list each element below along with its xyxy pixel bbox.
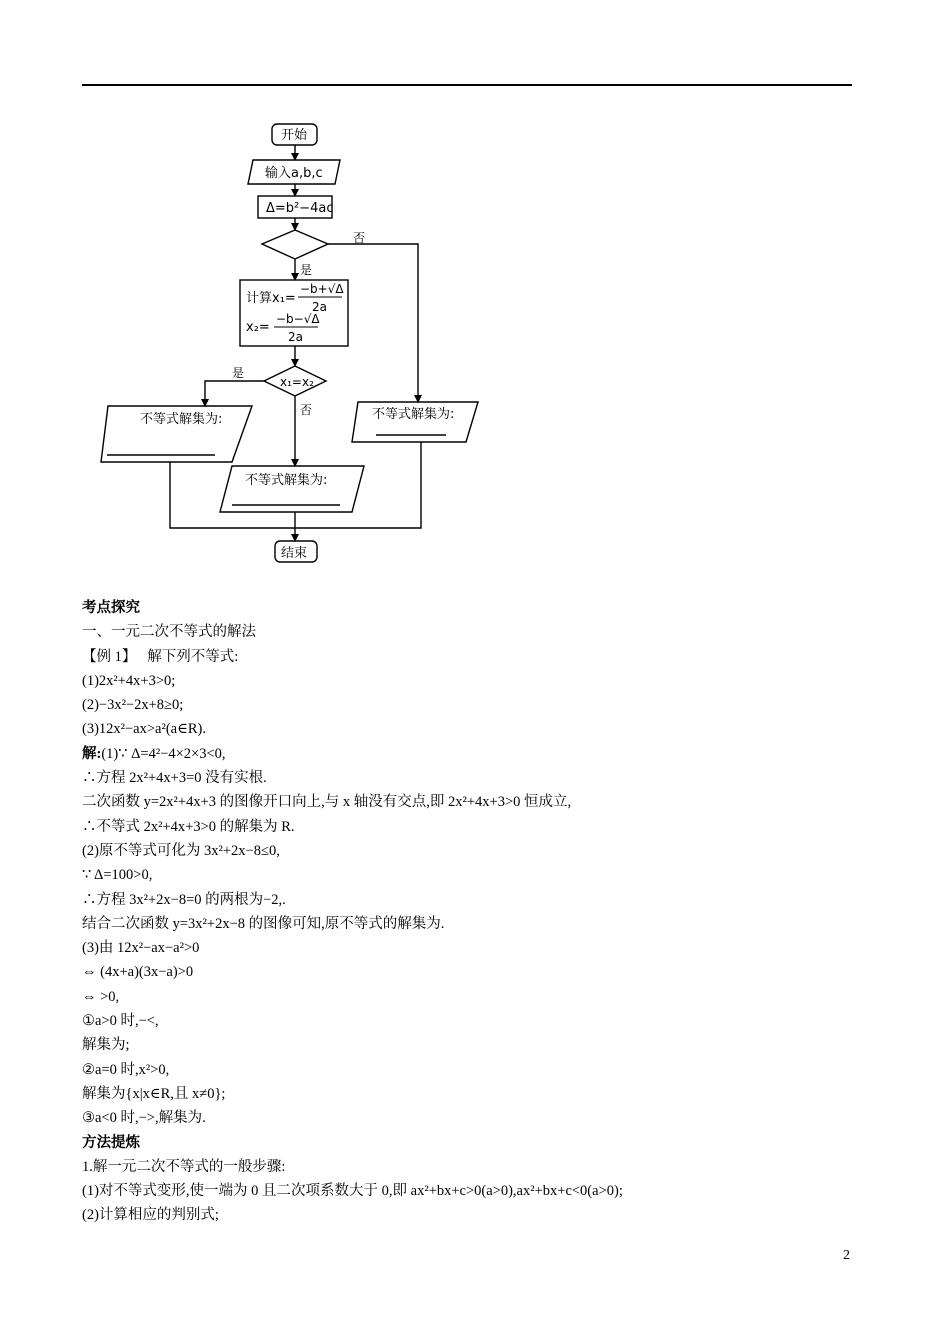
example-tag: 【例 1】	[82, 648, 137, 665]
page-number: 2	[843, 1248, 850, 1263]
x2-lhs: x₂=	[246, 320, 270, 335]
method-line-1: 1.解一元二次不等式的一般步骤:	[82, 1158, 286, 1175]
flowchart	[0, 0, 950, 580]
start-label: 开始	[281, 128, 308, 143]
delta-label: Δ=b²−4ac	[266, 201, 334, 216]
solution-line-5: (2)原不等式可化为 3x²+2x−8≤0,	[82, 842, 280, 859]
problem-1: (1)2x²+4x+3>0;	[82, 672, 176, 689]
end-label: 结束	[281, 546, 308, 561]
solution-line-12: ①a>0 时,−<,	[82, 1013, 159, 1030]
solution-line-16: ③a<0 时,−>,解集为.	[82, 1110, 206, 1127]
subsection-title: 一、一元二次不等式的解法	[82, 624, 256, 641]
article-body	[82, 596, 862, 1228]
solution-line-6: ∵ Δ=100>0,	[82, 867, 153, 884]
solution-line-4: ∴不等式 2x²+4x+3>0 的解集为 R.	[82, 818, 295, 835]
method-line-3: (2)计算相应的判别式;	[82, 1207, 219, 1224]
yes-label-1: 是	[300, 263, 313, 277]
solution-line-3: 二次函数 y=2x²+4x+3 的图像开口向上,与 x 轴没有交点,即 2x²+4x+3>0 恒成立,	[82, 794, 572, 811]
problem-2: (2)−3x²−2x+8≥0;	[82, 697, 184, 714]
no-label-1: 否	[353, 231, 366, 245]
decision-diamond	[262, 230, 328, 259]
example-text: 解下列不等式:	[147, 648, 239, 665]
solution-line-10: ⇔ (4x+a)(3x−a)>0	[82, 964, 194, 981]
solution-line-1	[82, 742, 862, 766]
output-left-label: 不等式解集为:	[140, 412, 223, 427]
x2-denominator: 2a	[288, 330, 303, 344]
solution-line-9: (3)由 12x²−ax−a²>0	[82, 940, 200, 957]
x2-numerator: −b−√Δ	[276, 312, 320, 326]
solution-line-8: 结合二次函数 y=3x²+2x−8 的图像可知,原不等式的解集为.	[82, 915, 445, 932]
solution-line-15: 解集为{x|x∈R,且 x≠0};	[82, 1085, 226, 1102]
x1-denominator: 2a	[312, 300, 327, 314]
x1-lhs: x₁=	[272, 291, 296, 306]
x1-numerator: −b+√Δ	[300, 282, 344, 296]
solution-label: 解:	[82, 745, 102, 762]
solution-line-14: ②a=0 时,x²>0,	[82, 1061, 170, 1078]
section-title: 考点探究	[82, 600, 140, 616]
output-middle-label: 不等式解集为:	[245, 473, 328, 488]
method-title: 方法提炼	[82, 1134, 140, 1151]
method-line-2: (1)对不等式变形,使一端为 0 且二次项系数大于 0,即 ax²+bx+c>0(a>0),ax²+bx+c<0(a>0);	[82, 1183, 623, 1200]
input-label: 输入a,b,c	[265, 166, 323, 181]
solution-line-2: ∴方程 2x²+4x+3=0 没有实根.	[82, 770, 267, 787]
compute-label: 计算	[246, 291, 273, 306]
solution-line-13: 解集为;	[82, 1037, 130, 1054]
compare-label: x₁=x₂	[280, 375, 314, 389]
solution-line-11: ⇔ >0,	[82, 988, 120, 1005]
example-heading	[82, 645, 862, 669]
yes-label-2: 是	[232, 366, 245, 380]
problem-3: (3)12x²−ax>a²(a∈R).	[82, 721, 206, 738]
output-right-label: 不等式解集为:	[372, 407, 455, 422]
solution-text-1: (1)∵ Δ=4²−4×2×3<0,	[101, 745, 226, 762]
no-label-2: 否	[300, 403, 313, 417]
solution-line-7: ∴方程 3x²+2x−8=0 的两根为−2,.	[82, 891, 286, 908]
